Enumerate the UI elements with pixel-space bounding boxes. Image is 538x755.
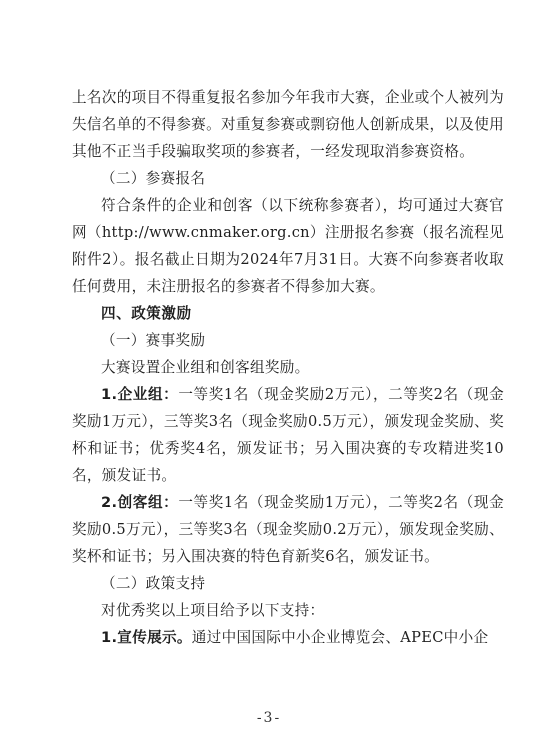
promotion-label: 1.宣传展示。 [101, 629, 192, 646]
section-heading-support: （二）政策支持 [101, 575, 206, 592]
awards-intro-paragraph: 大赛设置企业组和创客组奖励。 [101, 359, 310, 376]
enterprise-group-label: 1.企业组： [101, 386, 179, 403]
document-body [72, 84, 504, 651]
section-heading-registration: （二）参赛报名 [101, 170, 206, 187]
registration-paragraph: 符合条件的企业和创客（以下统称参赛者），均可通过大赛官网（http://www.cnmaker.org.cn）注册报名参赛（报名流程见附件2）。报名截止日期为2024年7月31日。大赛不向参赛者收取任何费用，未注册报名的参赛者不得参加大赛。 [72, 197, 504, 295]
page-number: -3- [256, 710, 282, 726]
section-heading-awards: （一）赛事奖励 [101, 332, 206, 349]
section-heading-policy: 四、政策激励 [101, 305, 192, 322]
enterprise-group-paragraph [72, 381, 504, 489]
enterprise-group-text: 一等奖1名（现金奖励2万元），二等奖2名（现金奖励1万元），三等奖3名（现金奖励0.5万元），颁发现金奖励、奖杯和证书；优秀奖4名，颁发证书；另入围决赛的专攻精进奖10名，颁发证书。 [72, 386, 504, 484]
maker-group-paragraph [72, 489, 504, 570]
support-intro-paragraph: 对优秀奖以上项目给予以下支持： [101, 602, 325, 619]
promotion-paragraph [72, 624, 504, 651]
maker-group-label: 2.创客组： [101, 494, 179, 511]
intro-paragraph: 上名次的项目不得重复报名参加今年我市大赛，企业或个人被列为失信名单的不得参赛。对重复参赛或剽窃他人创新成果，以及使用其他不正当手段骗取奖项的参赛者，一经发现取消参赛资格。 [72, 89, 504, 160]
maker-group-text: 一等奖1名（现金奖励1万元），二等奖2名（现金奖励0.5万元），三等奖3名（现金奖励0.2万元），颁发现金奖励、奖杯和证书；另入围决赛的特色育新奖6名，颁发证书。 [72, 494, 504, 565]
promotion-text: 通过中国国际中小企业博览会、APEC中小企 [191, 629, 489, 646]
